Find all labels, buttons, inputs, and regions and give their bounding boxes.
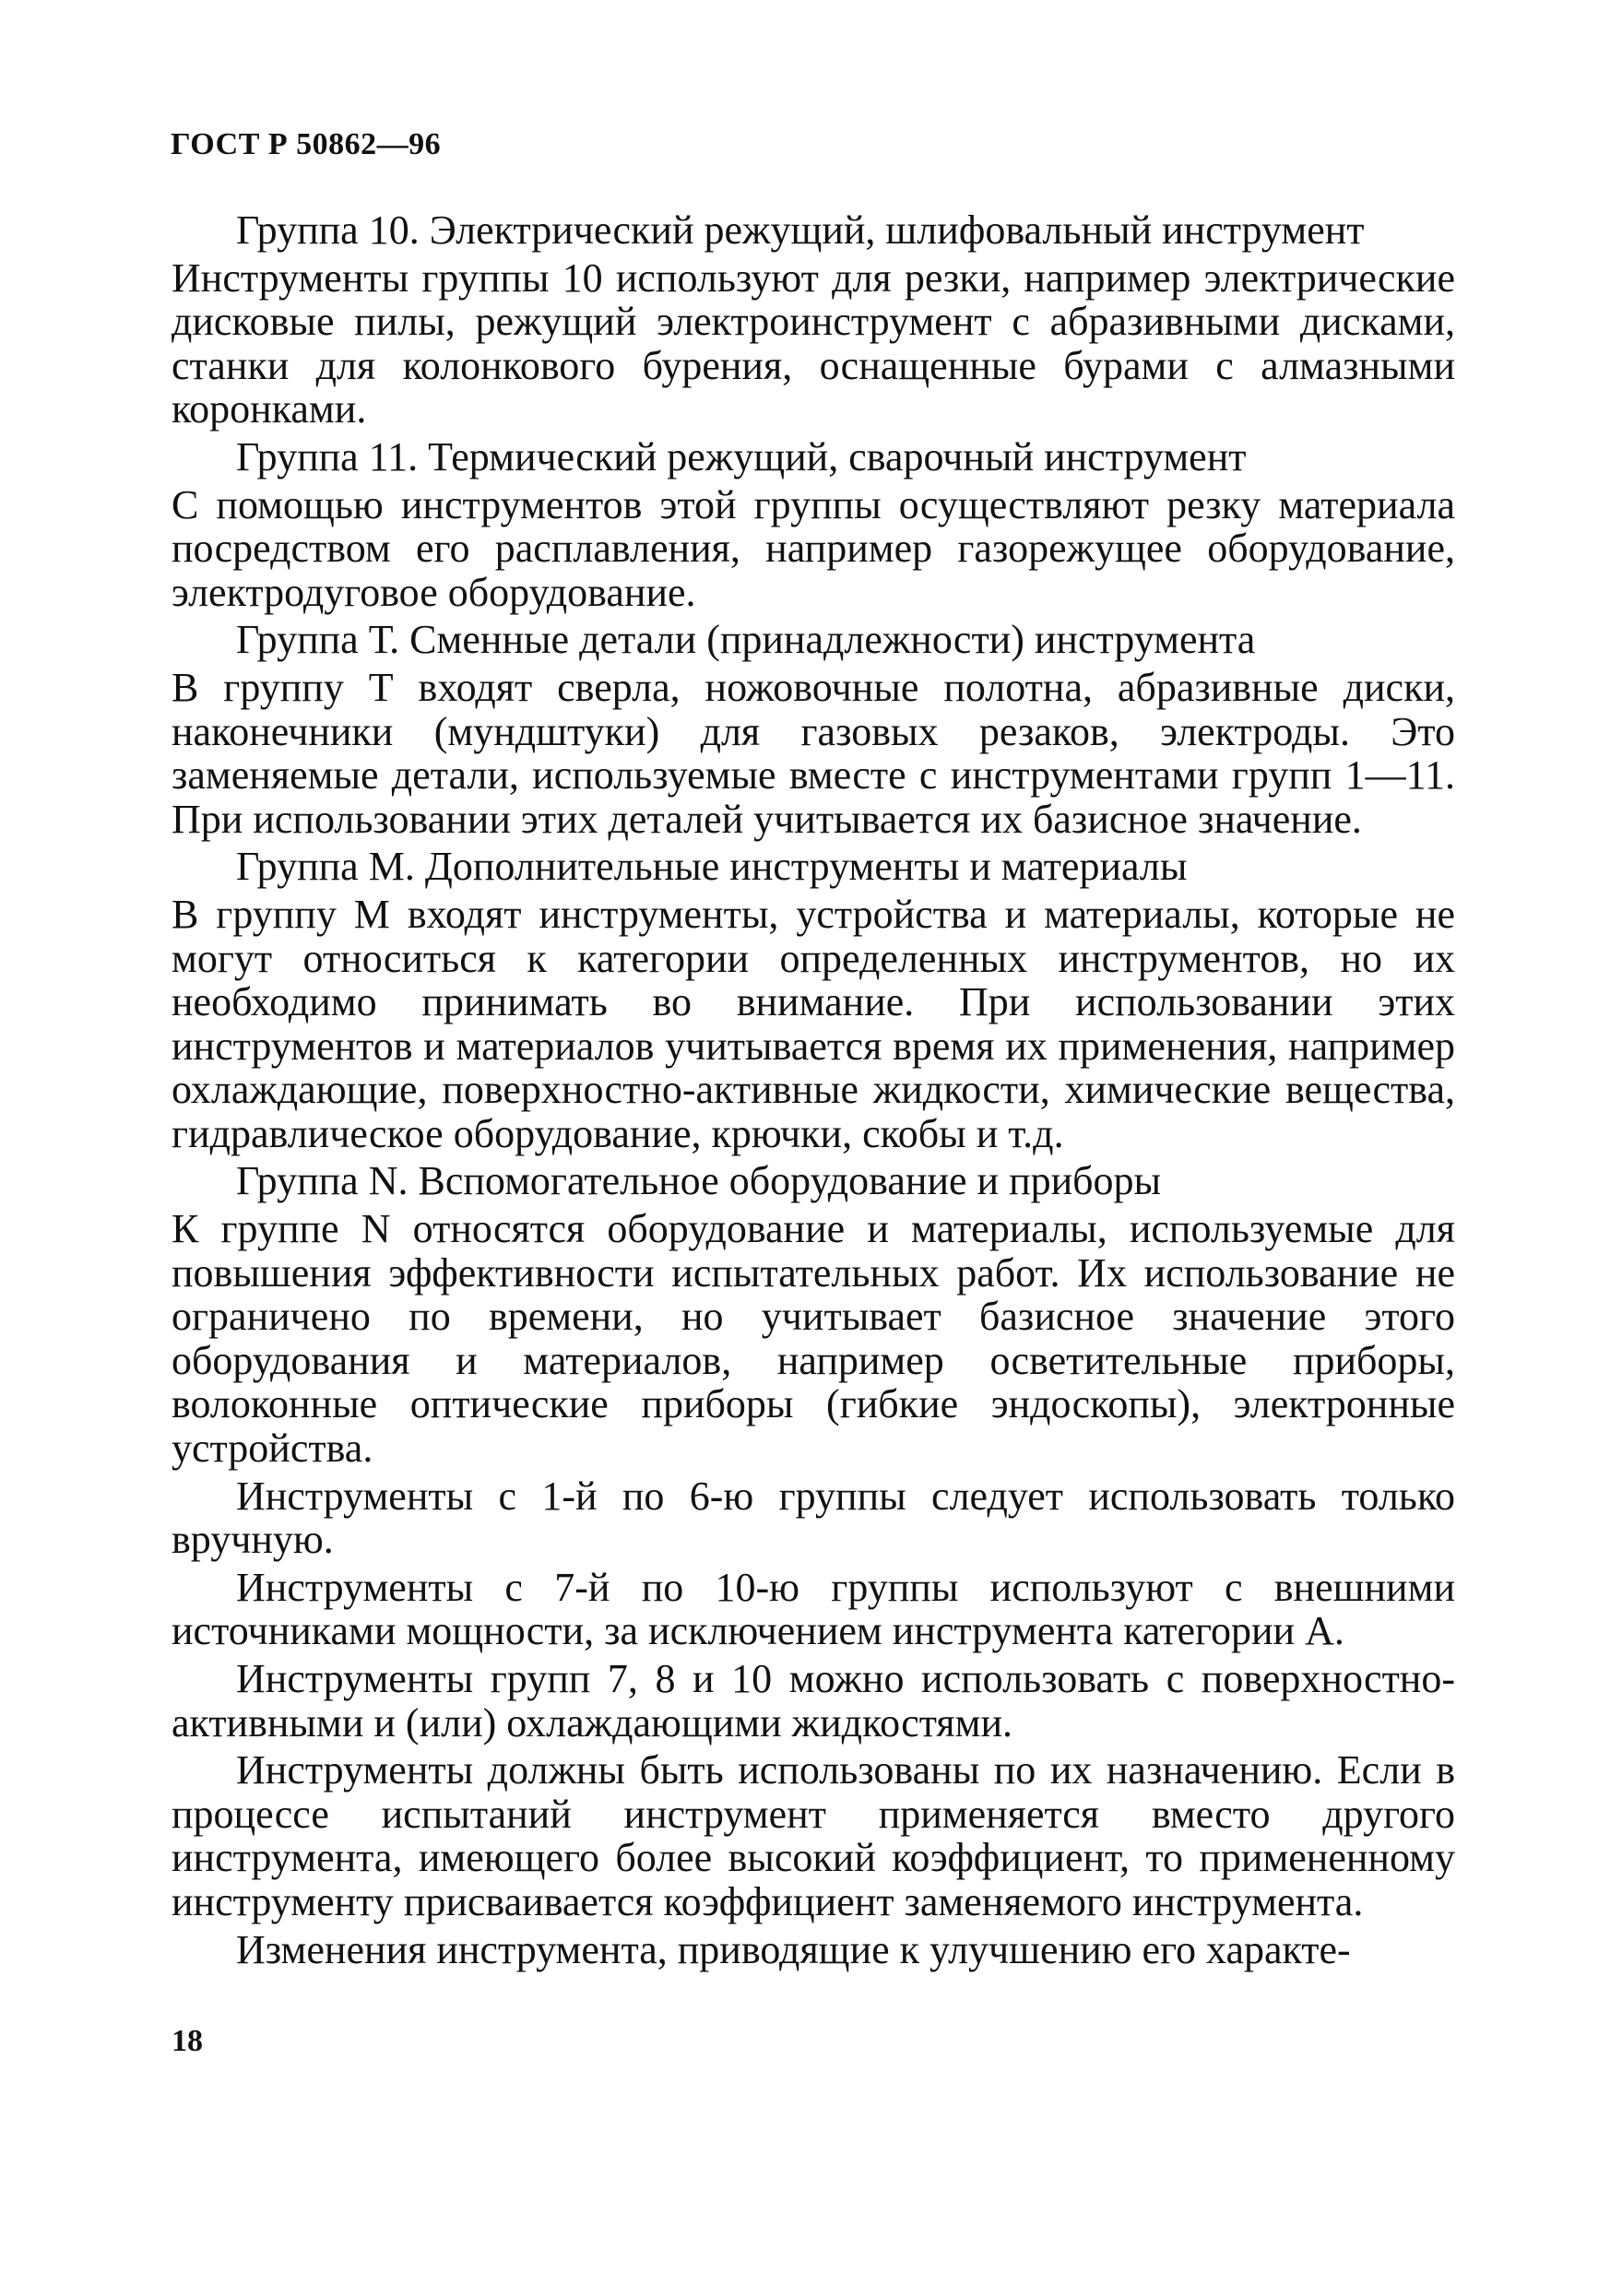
- document-body: [172, 208, 1455, 1975]
- document-header: ГОСТ Р 50862—96: [171, 127, 442, 161]
- paragraph-manual-use: Инструменты с 1-й по 6-ю группы следует использовать только вручную.: [172, 1473, 1455, 1563]
- group-n-heading: Группа N. Вспомогательное оборудование и приборы: [236, 1158, 1162, 1204]
- paragraph-purpose: Инструменты должны быть использованы по их назначению. Если в процессе испытаний инструмент применяется вместо другого инструмента, имеющего более высокий коэффициент, то примененному инструменту присваивается коэффициент заменяемого инструмента.: [172, 1747, 1455, 1924]
- group-n-description: К группе N относятся оборудование и материалы, используемые для повышения эффективности испытательных работ. Их использование не ограничено по времени, но учитывает базисное значение этого оборудования и материалов, например осветительные приборы, волоконные оптические приборы (гибкие эндоскопы), электронные устройства.: [172, 1206, 1455, 1472]
- paragraph-external-power: Инструменты с 7-й по 10-ю группы используют с внешними источниками мощности, за исключением инструмента категории А.: [172, 1564, 1455, 1654]
- paragraph-modifications: Изменения инструмента, приводящие к улучшению его характе-: [236, 1926, 1351, 1972]
- group-m-description: В группу М входят инструменты, устройства и материалы, которые не могут относиться к категории определенных инструментов, но их необходимо принимать во внимание. При использовании этих инструментов и материалов учитывается время их применения, например охлаждающие, поверхностно-активные жидкости, химические вещества, гидравлическое оборудование, крючки, скобы и т.д.: [172, 891, 1455, 1156]
- group-t-description: В группу Т входят сверла, ножовочные полотна, абразивные диски, наконечники (мундштуки) для газовых резаков, электроды. Это заменяемые детали, используемые вместе с инструментами групп 1—11. При использовании этих деталей учитывается их базисное значение.: [172, 664, 1455, 842]
- page-number: 18: [172, 2024, 203, 2058]
- paragraph-liquids: Инструменты групп 7, 8 и 10 можно использовать с поверхностно-активными и (или) охлаждающими жидкостями.: [172, 1656, 1455, 1746]
- group-11-heading: Группа 11. Термический режущий, сварочный инструмент: [236, 433, 1247, 479]
- group-t-heading: Группа Т. Сменные детали (принадлежности) инструмента: [236, 617, 1256, 663]
- group-m-heading: Группа М. Дополнительные инструменты и материалы: [236, 844, 1188, 890]
- group-10-heading: Группа 10. Электрический режущий, шлифовальный инструмент: [236, 207, 1365, 253]
- group-11-description: С помощью инструментов этой группы осуществляют резку материала посредством его расплавления, например газорежущее оборудование, электродуговое оборудование.: [172, 481, 1455, 615]
- group-10-description: Инструменты группы 10 используют для резки, например электрические дисковые пилы, режущий электроинструмент с абразивными дисками, станки для колонкового бурения, оснащенные бурами с алмазными коронками.: [172, 254, 1455, 432]
